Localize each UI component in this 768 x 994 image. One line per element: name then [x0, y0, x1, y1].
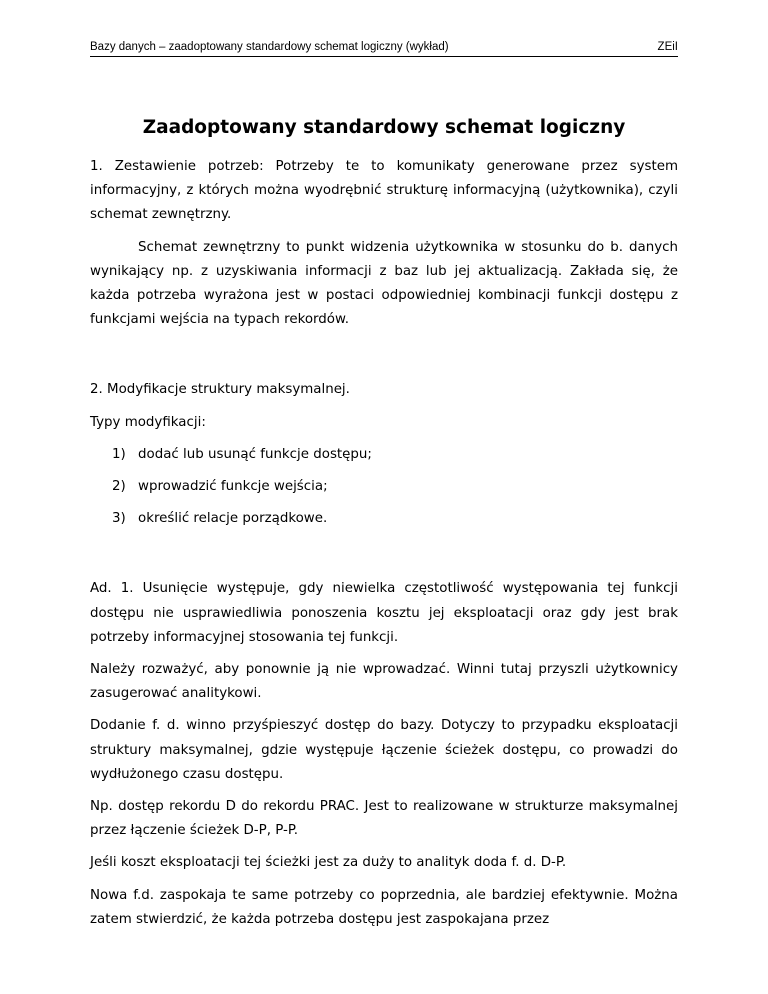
document-title: Zaadoptowany standardowy schemat logiczny	[142, 117, 626, 138]
list-item: 3) określić relacje porządkowe.	[112, 511, 328, 527]
paragraph-cost: Jeśli koszt eksploatacji tej ścieżki jest za duży to analityk doda f. d. D-P.	[90, 855, 567, 871]
paragraph-external-schema: Schemat zewnętrzny to punkt widzenia użytkownika w stosunku do b. danych wynikający np. z uzyskiwania informacji z baz lub jej aktualizacją. Zakłada się, że każda potrzeba wyrażona jest w postaci odpowiedniej kombinacji funkcji dostępu z funkcjami wejścia na typach rekordów.	[90, 239, 678, 328]
paragraph-needs: 1. Zestawienie potrzeb: Potrzeby te to komunikaty generowane przez system informacyjny, z których można wyodrębnić strukturę informacyjną (użytkownika), czyli schemat zewnętrzny.	[90, 159, 678, 223]
paragraph-consider: Należy rozważyć, aby ponownie ją nie wprowadzać. Winni tutaj przyszli użytkownicy zasugerować analitykowi.	[90, 662, 678, 702]
paragraph-modification-types: Typy modyfikacji:	[90, 414, 206, 430]
modification-list	[90, 443, 678, 532]
header-course-title: Bazy danych – zaadoptowany standardowy schemat logiczny (wykład)	[90, 41, 449, 53]
page-header	[90, 41, 678, 57]
paragraph-example: Np. dostęp rekordu D do rekordu PRAC. Jest to realizowane w strukturze maksymalnej przez łączenie ścieżek D-P, P-P.	[90, 799, 678, 839]
paragraph-removal: Ad. 1. Usunięcie występuje, gdy niewielka częstotliwość występowania tej funkcji dostępu nie usprawiedliwia ponoszenia kosztu jej eksploatacji oraz gdy jest brak potrzeby informacyjnej stosowania tej funkcji.	[90, 581, 678, 645]
document-body	[90, 155, 678, 932]
paragraph-adding: Dodanie f. d. winno przyśpieszyć dostęp do bazy. Dotyczy to przypadku eksploatacji struktury maksymalnej, gdzie występuje łączenie ścieżek dostępu, co prowadzi do wydłużonego czasu dostępu.	[90, 718, 678, 782]
list-item: 1) dodać lub usunąć funkcje dostępu;	[112, 446, 372, 462]
header-department: ZEiI	[657, 41, 678, 53]
paragraph-new-access-function: Nowa f.d. zaspokaja te same potrzeby co poprzednia, ale bardziej efektywnie. Można zatem stwierdzić, że każda potrzeba dostępu jest zaspokajana przez	[90, 887, 678, 927]
list-item: 2) wprowadzić funkcje wejścia;	[112, 479, 328, 495]
paragraph-modifications-heading: 2. Modyfikacje struktury maksymalnej.	[90, 382, 350, 398]
